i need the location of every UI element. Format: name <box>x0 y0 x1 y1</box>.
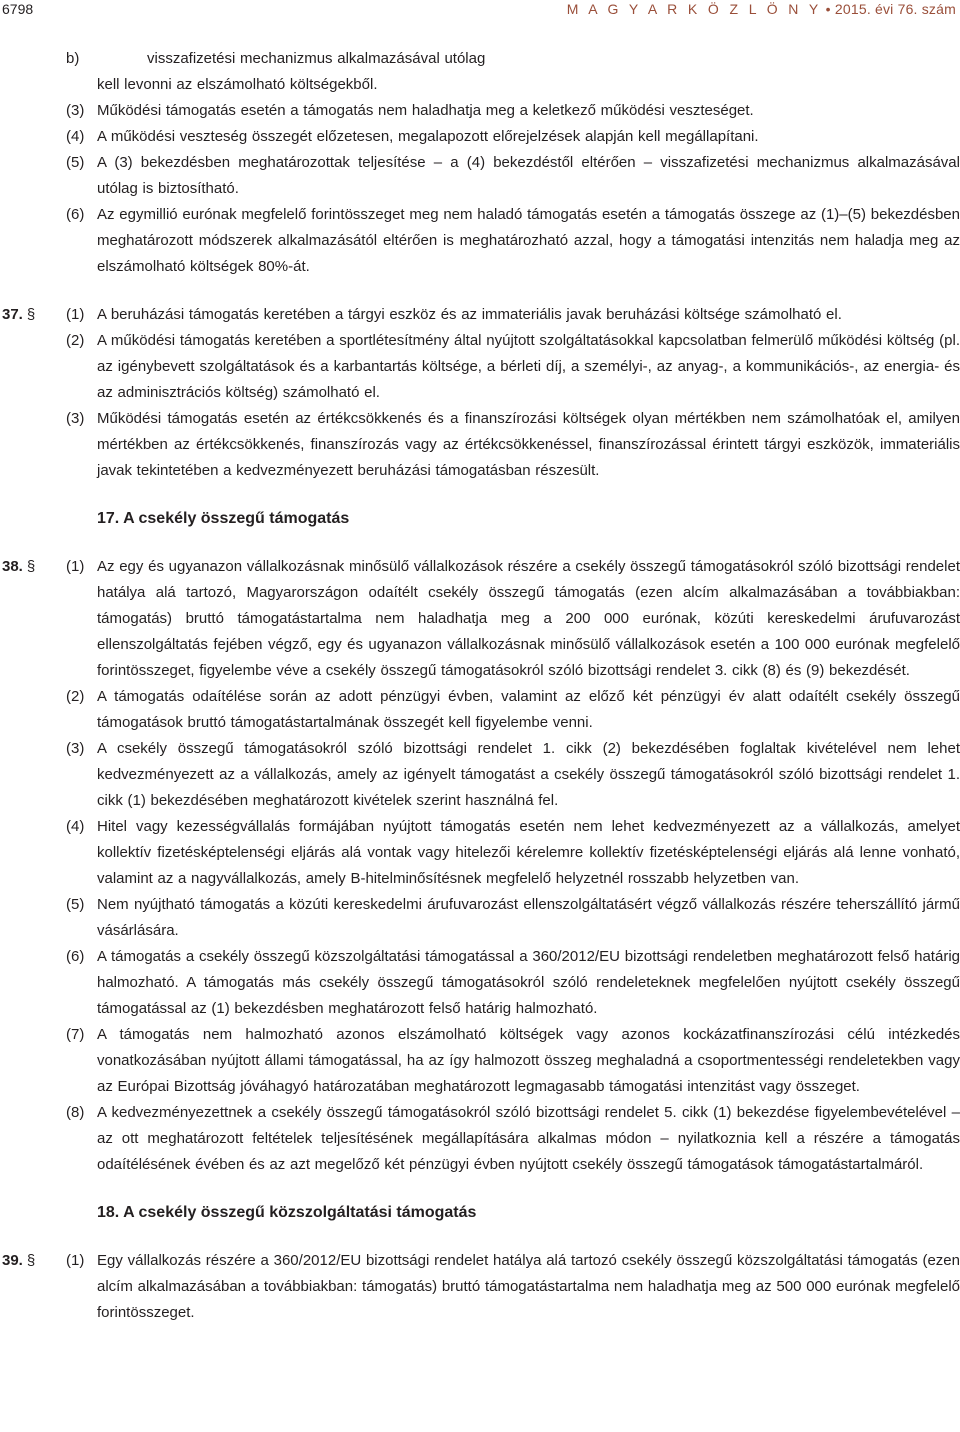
clause-b-continued <box>0 72 960 98</box>
paragraph-text: A támogatás a csekély összegű közszolgáltatási támogatással a 360/2012/EU bizottsági rendeletben meghatározott felső határig halmozható. A támogatás más csekély összegű támogatásokról szóló rendeleteknek megfelelően nyújtott csekély összegű támogatással az (1) bekezdésben meghatározott felső határig halmozható. <box>97 948 960 1017</box>
paragraph-number: (3) <box>66 740 85 757</box>
paragraph-number: (2) <box>66 332 85 349</box>
paragraph-text: A támogatás nem halmozható azonos elszámolható költségek vagy azonos kockázatfinanszírozási célú intézkedés vonatkozásában nyújtott állami támogatással, ha az így halmozott összeg meghaladná a csoportmentességi rendeletekben vagy az Európai Bizottság jóváhagyó határozatában meghatározott legmagasabb támogatási intenzitást vagy összeget. <box>97 1026 960 1095</box>
paragraph-5 <box>0 892 960 944</box>
paragraph-text: Működési támogatás esetén az értékcsökkenés és a finanszírozási költségek olyan mértékben nem számolhatóak el, amilyen mértékben az értékcsökkenés, finanszírozás vagy az értékcsökkenéssel, finanszírozással érintett tárgyi eszközök, immateriális javak tekintetében a kedvezményezett beruházási támogatásban részesült. <box>97 410 960 479</box>
paragraph-text: Egy vállalkozás részére a 360/2012/EU bizottsági rendelet hatálya alá tartozó csekély összegű közszolgáltatási támogatás (ezen alcím alkalmazásában a továbbiakban: támogatás) bruttó támogatástartalma nem haladhatja meg az 500 000 eurónak megfelelő forintösszeget. <box>97 1252 960 1321</box>
subtitle-17: 17. A csekély összegű támogatás <box>97 510 350 527</box>
paragraph-number: (4) <box>66 818 85 835</box>
paragraph-6 <box>0 944 960 1022</box>
paragraph-1 <box>0 1248 960 1326</box>
document-body <box>0 46 960 1326</box>
paragraph-number: (3) <box>66 410 85 427</box>
paragraph-3 <box>0 98 960 124</box>
clause-b <box>0 46 960 72</box>
paragraph-text: A csekély összegű támogatásokról szóló bizottsági rendelet 1. cikk (2) bekezdésében foglaltak kivételével nem lehet kedvezményezett az a vállalkozás, amely az igényelt támogatást a csekély összegű támogatásokról szóló bizottsági rendelet 1. cikk (1) bekezdésében meghatározott kivételek szerint használná fel. <box>97 740 960 809</box>
section-number: 38. § <box>2 558 36 575</box>
paragraph-number: (8) <box>66 1104 85 1121</box>
paragraph-number: (7) <box>66 1026 85 1043</box>
paragraph-text: A beruházási támogatás keretében a tárgyi eszköz és az immateriális javak beruházási költsége számolható el. <box>97 306 842 323</box>
paragraph-1 <box>0 302 960 328</box>
section-number: 39. § <box>2 1252 36 1269</box>
paragraph-2 <box>0 684 960 736</box>
paragraph-text: Az egymillió eurónak megfelelő forintösszeget meg nem haladó támogatás esetén a támogatás összege az (1)–(5) bekezdésben meghatározott módszerek alkalmazásától eltérően is meghatározható azzal, hogy a támogatási intenzitás nem haladja meg az elszámolható költségek 80%-át. <box>97 206 960 275</box>
journal-name: M A G Y A R K Ö Z L Ö N Y <box>566 1 822 17</box>
paragraph-number: (5) <box>66 154 85 171</box>
paragraph-number: (6) <box>66 948 85 965</box>
paragraph-3 <box>0 736 960 814</box>
paragraph-2 <box>0 328 960 406</box>
paragraph-8 <box>0 1100 960 1178</box>
journal-info <box>567 0 956 18</box>
paragraph-text: Működési támogatás esetén a támogatás nem haladhatja meg a keletkező működési veszteséget. <box>97 102 754 119</box>
paragraph-7 <box>0 1022 960 1100</box>
paragraph-text: Nem nyújtható támogatás a közúti kereskedelmi árufuvarozást ellenszolgáltatásért végző vállalkozás részére teherszállító jármű vásárlására. <box>97 896 960 939</box>
paragraph-1 <box>0 554 960 684</box>
paragraph-text: A működési veszteség összegét előzetesen, megalapozott előrejelzések alapján kell megállapítani. <box>97 128 759 145</box>
paragraph-number: (1) <box>66 1252 85 1269</box>
paragraph-number: (3) <box>66 102 85 119</box>
paragraph-5 <box>0 150 960 202</box>
section-39 <box>0 1248 960 1326</box>
subtitle-18: 18. A csekély összegű közszolgáltatási támogatás <box>97 1204 477 1221</box>
paragraph-6 <box>0 202 960 280</box>
paragraph-number: (1) <box>66 306 85 323</box>
issue-number: 2015. évi 76. szám <box>834 1 956 17</box>
section-38 <box>0 554 960 1178</box>
paragraph-3 <box>0 406 960 484</box>
page-number: 6798 <box>2 1 34 17</box>
paragraph-4 <box>0 814 960 892</box>
paragraph-text: A kedvezményezettnek a csekély összegű támogatásokról szóló bizottsági rendelet 5. cikk (1) bekezdése figyelembevételével – az ott meghatározott feltételek teljesítésének megállapítására alkalmas módon – nyilatkoznia kell a részére a támogatás odaítélésének évében és az azt megelőző két pénzügyi évben nyújtott csekély összegű támogatások támogatástartalmáról. <box>97 1104 960 1173</box>
paragraph-number: (6) <box>66 206 85 223</box>
paragraph-number: (1) <box>66 558 85 575</box>
paragraph-text: A (3) bekezdésben meghatározottak teljesítése – a (4) bekezdéstől eltérően – visszafizetési mechanizmus alkalmazásával utólag is biztosítható. <box>97 154 960 197</box>
clause-text: kell levonni az elszámolható költségekből. <box>97 76 378 93</box>
paragraph-4 <box>0 124 960 150</box>
section-number: 37. § <box>2 306 36 323</box>
paragraph-number: (2) <box>66 688 85 705</box>
page-header <box>0 0 960 20</box>
paragraph-text: A működési támogatás keretében a sportlétesítmény által nyújtott szolgáltatásokkal kapcsolatban felmerülő működési költség (pl. az igénybevett szolgáltatások és a karbantartás költsége, a bérleti díj, a személyi-, az anyag-, a kommunikációs-, az energia- és az adminisztrációs költség) számolható el. <box>97 332 960 401</box>
paragraph-number: (4) <box>66 128 85 145</box>
paragraph-text: A támogatás odaítélése során az adott pénzügyi évben, valamint az előző két pénzügyi év alatt odaítélt csekély összegű támogatások bruttó támogatástartalmának összegét kell figyelembe venni. <box>97 688 960 731</box>
paragraph-text: Az egy és ugyanazon vállalkozásnak minősülő vállalkozások részére a csekély összegű támogatásokról szóló bizottsági rendelet hatálya alá tartozó, Magyarországon odaítélt csekély összegű támogatás (ezen alcím alkalmazásában a továbbiakban: támogatás) bruttó támogatástartalma nem haladhatja meg a 200 000 eurónak, közúti kereskedelmi árufuvarozást ellenszolgáltatás fejében végző, egy és ugyanazon vállalkozásnak minősülő vállalkozások esetén a 100 000 eurónak megfelelő forintösszeget, figyelembe véve a csekély összegű támogatásokról szóló bizottsági rendelet 3. cikk (8) és (9) bekezdését. <box>97 558 960 679</box>
paragraph-number: (5) <box>66 896 85 913</box>
clause-number: b) <box>66 50 80 67</box>
header-separator: • <box>825 1 831 17</box>
section-37 <box>0 302 960 484</box>
clause-text: visszafizetési mechanizmus alkalmazásával utólag <box>147 50 486 67</box>
paragraph-text: Hitel vagy kezességvállalás formájában nyújtott támogatás esetén nem lehet kedvezményezett az a vállalkozás, amelyet kollektív fizetésképtelenségi eljárás alá vontak vagy hitelezői kérelemre kollektív fizetésképtelenségi eljárás alá lenne vonható, valamint az a nagyvállalkozás, amely B-hitelminősítésnek megfelelő helyzetnél rosszabb helyzetben van. <box>97 818 960 887</box>
